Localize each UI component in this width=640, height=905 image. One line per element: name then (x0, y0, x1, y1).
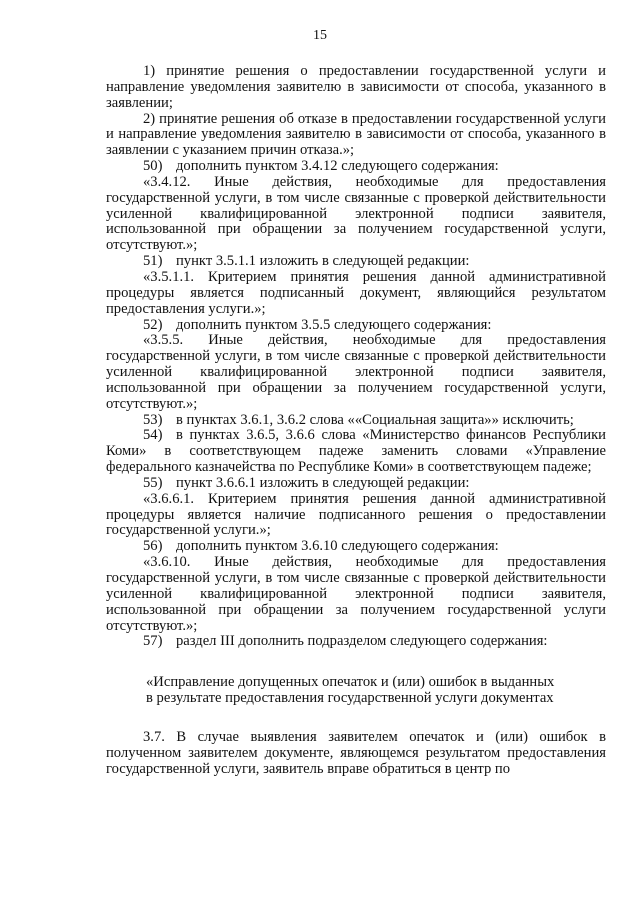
list-item (106, 634, 606, 650)
list-item-number: 56) (143, 538, 163, 555)
paragraph: 2) принятие решения об отказе в предоставлении государственной услуги и направление уведомления заявителю в зависимости от способа, указанного в заявлении с указанием причин отказа.»; (106, 110, 606, 159)
list-item-text: в пунктах 3.6.5, 3.6.6 слова «Министерство финансов Республики Коми» в соответствующем падеже заменить словами «Управление федерального казначейства по Республике Коми» в соответствующем падеже; (106, 427, 606, 476)
list-item-number: 52) (143, 316, 163, 333)
page-number: 15 (313, 28, 327, 43)
list-item-text: в пунктах 3.6.1, 3.6.2 слова ««Социальная защита»» исключить; (176, 411, 574, 428)
subsection-heading (106, 674, 606, 706)
list-item (106, 413, 606, 429)
list-item-text: дополнить пунктом 3.4.12 следующего содержания: (176, 158, 499, 175)
paragraph: 1) принятие решения о предоставлении государственной услуги и направление уведомления заявителю в зависимости от способа, указанного в заявлении; (106, 63, 606, 111)
quoted-paragraph: «3.5.5. Иные действия, необходимые для предоставления государственной услуги, в том числе связанные с проверкой действительности усиленной квалифицированной электронной подписи заявителя, использованной при обращении за получением государственной услуги, отсутствуют.»; (106, 332, 606, 412)
subsection-heading-line: «Исправление допущенных опечаток и (или) ошибок в выданных (146, 674, 555, 691)
quoted-paragraph: «3.5.1.1. Критерием принятия решения данной административной процедуры является подписанный документ, являющийся результатом предоставления услуги.»; (106, 268, 606, 317)
list-item-number: 53) (143, 411, 163, 428)
list-item-number: 55) (143, 474, 163, 491)
list-item-text: дополнить пунктом 3.6.10 следующего содержания: (176, 538, 499, 555)
list-item (106, 476, 606, 492)
list-item-number: 50) (143, 158, 163, 175)
quoted-paragraph: «3.4.12. Иные действия, необходимые для предоставления государственной услуги, в том числе связанные с проверкой действительности усиленной квалифицированной электронной подписи заявителя, использованной при обращении за получением государственной услуги, отсутствуют.»; (106, 173, 606, 254)
list-item (106, 428, 606, 476)
list-item-text: пункт 3.5.1.1 изложить в следующей редакции: (176, 253, 470, 270)
quoted-paragraph: «3.6.10. Иные действия, необходимые для предоставления государственной услуги, в том числе связанные с проверкой действительности усиленной квалифицированной электронной подписи заявителя, использованной при обращении за получением государственной услуги отсутствуют.»; (106, 554, 606, 634)
list-item-text: дополнить пунктом 3.5.5 следующего содержания: (176, 316, 492, 333)
paragraph: 3.7. В случае выявления заявителем опечаток и (или) ошибок в полученном заявителем документе, являющемся результатом предоставления государственной услуги, заявитель вправе обратиться в центр по (106, 729, 606, 777)
list-item-number: 57) (143, 633, 163, 650)
document-body (106, 64, 606, 778)
list-item-text: раздел III дополнить подразделом следующего содержания: (176, 633, 548, 650)
list-item (106, 159, 606, 175)
list-item-number: 54) (143, 427, 163, 444)
quoted-paragraph: «3.6.6.1. Критерием принятия решения данной административной процедуры является наличие подписанного решения о предоставлении государственной услуги.»; (106, 490, 606, 539)
list-item-number: 51) (143, 253, 163, 270)
list-item (106, 539, 606, 555)
list-item-text: пункт 3.6.6.1 изложить в следующей редакции: (176, 474, 470, 491)
list-item (106, 254, 606, 270)
list-item (106, 318, 606, 334)
subsection-heading-line: в результате предоставления государственной услуги документах (146, 690, 554, 707)
